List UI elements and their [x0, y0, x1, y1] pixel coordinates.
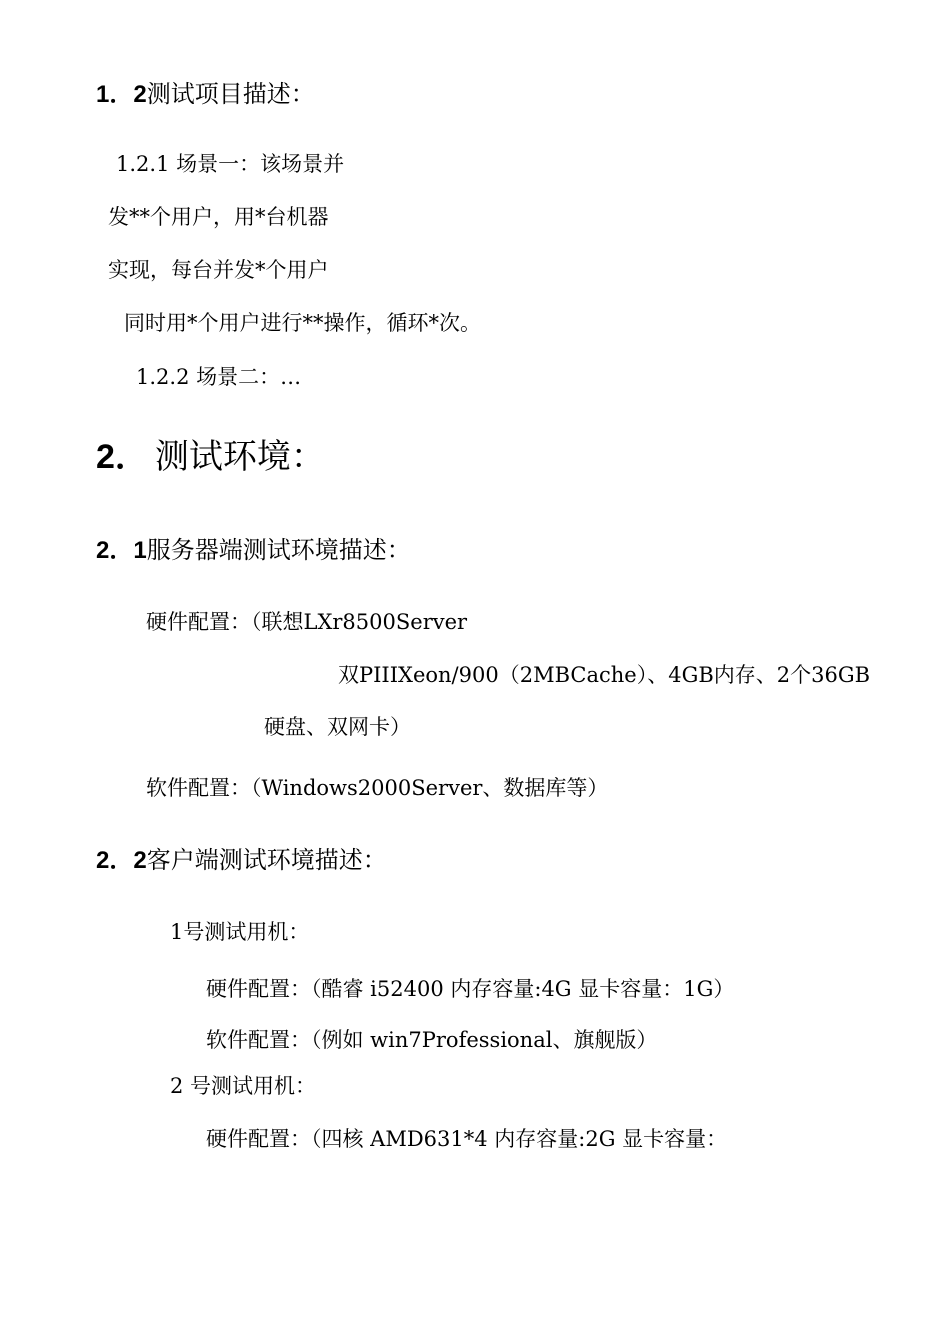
scenario-1-line-4: 同时用*个用户进行**操作，循环*次。	[124, 311, 481, 335]
section-title: 客户端测试环境描述：	[146, 846, 387, 874]
section-number: 2．2	[96, 847, 147, 874]
server-hardware-line-2: 双PIIIXeon/900（2MBCache）、4GB内存、2个36GB	[338, 663, 871, 687]
section-title: 测试项目描述：	[146, 80, 315, 108]
scenario-1-line-3: 实现，每台并发*个用户	[108, 258, 329, 282]
machine-2-hardware: 硬件配置：（四核 AMD631*4 内存容量:2G 显卡容量：	[206, 1127, 728, 1151]
section-number: 1．2	[96, 81, 147, 108]
section-title: 服务器端测试环境描述：	[146, 536, 411, 564]
machine-1-title: 1号测试用机：	[170, 920, 310, 944]
section-2-heading	[96, 437, 325, 477]
machine-1-hardware: 硬件配置：（酷睿 i52400 内存容量:4G 显卡容量：1G）	[206, 977, 735, 1001]
machine-2-title: 2 号测试用机：	[170, 1074, 317, 1098]
scenario-1-line-1: 1.2.1 场景一：该场景并	[116, 152, 345, 176]
section-2-1-heading	[96, 538, 411, 563]
server-hardware-line-1: 硬件配置：（联想LXr8500Server	[146, 610, 468, 634]
section-2-2-heading	[96, 848, 387, 873]
scenario-1-line-2: 发**个用户，用*台机器	[108, 205, 329, 229]
section-1-2-heading	[96, 82, 315, 107]
server-software-line: 软件配置：（Windows2000Server、数据库等）	[146, 776, 609, 800]
server-hardware-line-3: 硬盘、双网卡）	[264, 715, 411, 739]
scenario-2-line-1: 1.2.2 场景二：…	[136, 365, 302, 389]
section-title: 测试环境：	[154, 437, 325, 477]
machine-1-software: 软件配置：（例如 win7Professional、旗舰版）	[206, 1028, 658, 1052]
section-number: 2．1	[96, 537, 147, 564]
section-number: 2．	[96, 438, 149, 476]
